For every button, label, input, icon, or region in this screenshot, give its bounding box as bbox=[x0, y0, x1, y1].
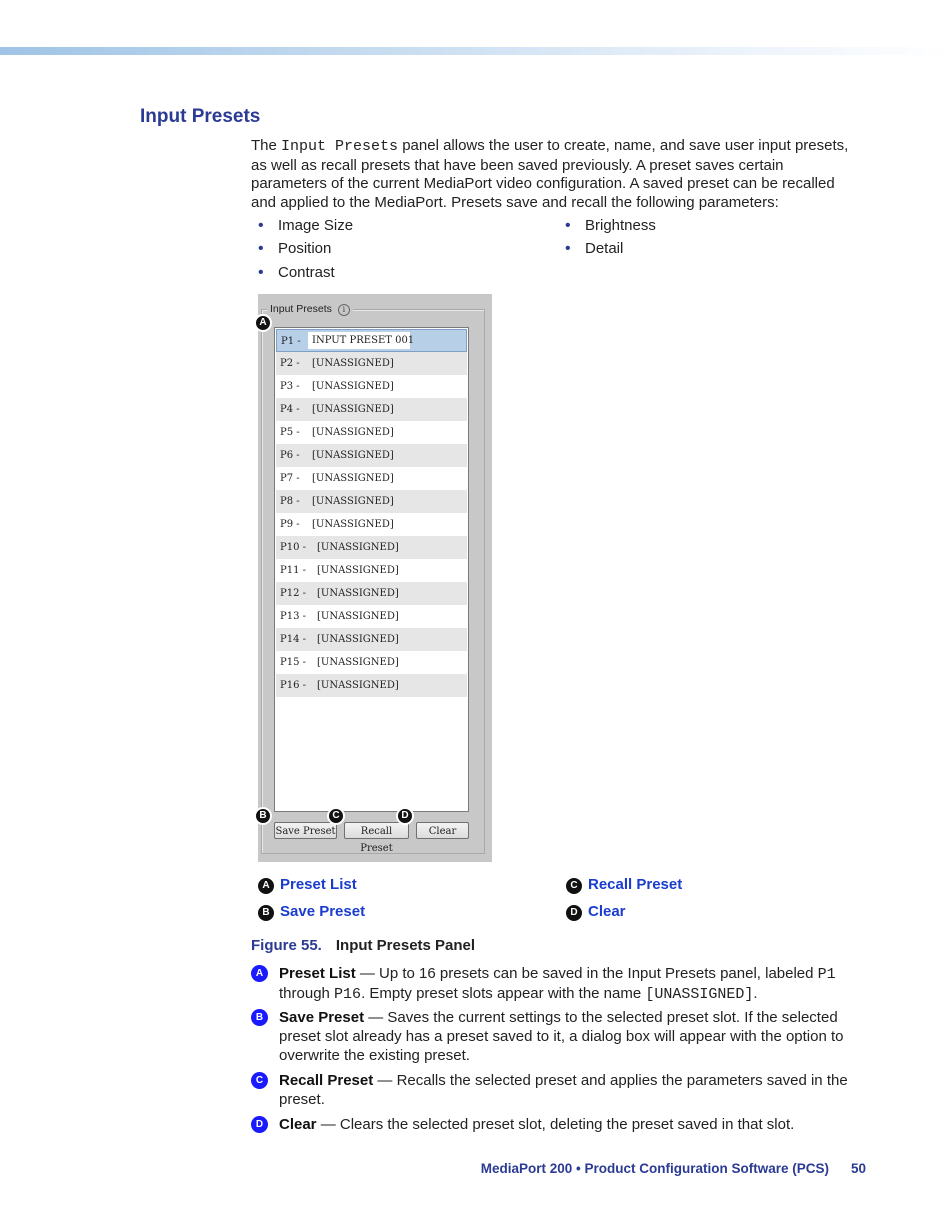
parameter-list-left bbox=[258, 216, 353, 286]
preset-name: [UNASSIGNED] bbox=[312, 519, 394, 530]
preset-row[interactable] bbox=[276, 490, 467, 513]
preset-row[interactable] bbox=[276, 467, 467, 490]
intro-paragraph bbox=[251, 137, 863, 212]
legend-a bbox=[258, 876, 357, 894]
description-a bbox=[251, 964, 863, 1004]
preset-row[interactable] bbox=[276, 651, 467, 674]
description-term: Save Preset bbox=[279, 1009, 365, 1026]
legend-b-badge: B bbox=[258, 905, 274, 921]
preset-label: P1 - bbox=[281, 336, 301, 347]
preset-label: P12 - bbox=[280, 588, 307, 599]
description-term: Preset List bbox=[279, 965, 356, 982]
description-text: . bbox=[753, 985, 758, 1002]
preset-row[interactable] bbox=[276, 674, 467, 697]
legend-d bbox=[566, 903, 626, 921]
preset-name: [UNASSIGNED] bbox=[317, 542, 399, 553]
legend-c bbox=[566, 876, 682, 894]
input-presets-screenshot bbox=[258, 294, 492, 862]
preset-name: [UNASSIGNED] bbox=[312, 450, 394, 461]
save-preset-button[interactable]: Save Preset bbox=[274, 822, 337, 839]
preset-label: P13 - bbox=[280, 611, 307, 622]
description-code: P16 bbox=[334, 986, 362, 1003]
list-item: • Contrast bbox=[258, 263, 353, 286]
description-c-badge: C bbox=[251, 1072, 268, 1089]
preset-name: [UNASSIGNED] bbox=[317, 657, 399, 668]
preset-list[interactable] bbox=[274, 327, 469, 812]
preset-label: P14 - bbox=[280, 634, 307, 645]
preset-name: [UNASSIGNED] bbox=[312, 427, 394, 438]
description-d-text bbox=[279, 1115, 863, 1134]
preset-name: [UNASSIGNED] bbox=[312, 404, 394, 415]
preset-name: [UNASSIGNED] bbox=[317, 611, 399, 622]
legend-c-label[interactable]: Recall Preset bbox=[588, 876, 683, 893]
preset-row[interactable] bbox=[276, 605, 467, 628]
callout-b: B bbox=[254, 807, 272, 825]
description-text: — Up to 16 presets can be saved in the Input Presets panel, labeled bbox=[355, 965, 818, 982]
groupbox-title-text: Input Presets bbox=[270, 303, 332, 315]
description-b bbox=[251, 1008, 863, 1065]
preset-label: P10 - bbox=[280, 542, 307, 553]
list-item: • Detail bbox=[565, 239, 656, 262]
preset-row[interactable] bbox=[276, 398, 467, 421]
preset-label: P7 - bbox=[280, 473, 300, 484]
list-item: • Position bbox=[258, 239, 353, 262]
callout-d: D bbox=[396, 807, 414, 825]
description-b-text bbox=[279, 1008, 863, 1065]
figure-number: Figure 55. bbox=[251, 937, 322, 954]
preset-row[interactable] bbox=[276, 513, 467, 536]
preset-row-p1[interactable] bbox=[276, 329, 467, 352]
description-code: [UNASSIGNED] bbox=[645, 986, 754, 1003]
intro-text-1: The bbox=[251, 137, 282, 154]
preset-label: P15 - bbox=[280, 657, 307, 668]
legend-b-label[interactable]: Save Preset bbox=[280, 903, 366, 920]
callout-c: C bbox=[327, 807, 345, 825]
preset-row[interactable] bbox=[276, 444, 467, 467]
description-a-text bbox=[279, 964, 863, 1004]
preset-label: P8 - bbox=[280, 496, 300, 507]
preset-row[interactable] bbox=[276, 536, 467, 559]
preset-name: [UNASSIGNED] bbox=[317, 565, 399, 576]
preset-name: [UNASSIGNED] bbox=[312, 496, 394, 507]
section-heading: Input Presets bbox=[140, 106, 261, 127]
description-text: — Saves the current settings to the selected preset slot. If the selected preset slot already has a preset saved to it, a dialog box will appear with the option to overwrite the existing preset. bbox=[279, 1009, 844, 1064]
preset-row[interactable] bbox=[276, 352, 467, 375]
description-code: P1 bbox=[817, 966, 836, 983]
preset-name: [UNASSIGNED] bbox=[312, 381, 394, 392]
preset-label: P2 - bbox=[280, 358, 300, 369]
preset-name: [UNASSIGNED] bbox=[317, 680, 399, 691]
legend-a-badge: A bbox=[258, 878, 274, 894]
preset-name: [UNASSIGNED] bbox=[312, 473, 394, 484]
figure-caption bbox=[251, 937, 475, 954]
description-a-badge: A bbox=[251, 965, 268, 982]
description-text: through bbox=[279, 985, 335, 1002]
parameter-list-right bbox=[565, 216, 656, 263]
intro-code: Input Presets bbox=[281, 138, 399, 155]
legend-d-label[interactable]: Clear bbox=[588, 903, 626, 920]
header-gradient-bar bbox=[0, 47, 950, 55]
legend-a-label[interactable]: Preset List bbox=[280, 876, 357, 893]
description-b-badge: B bbox=[251, 1009, 268, 1026]
footer-document-title: MediaPort 200 • Product Configuration Software (PCS) bbox=[480, 1161, 829, 1176]
description-term: Recall Preset bbox=[279, 1072, 374, 1089]
figure-title: Input Presets Panel bbox=[335, 937, 476, 954]
clear-button[interactable]: Clear bbox=[416, 822, 469, 839]
preset-row[interactable] bbox=[276, 375, 467, 398]
preset-row[interactable] bbox=[276, 582, 467, 605]
description-text: — Clears the selected preset slot, deleting the preset saved in that slot. bbox=[316, 1116, 795, 1133]
description-text: — Recalls the selected preset and applies the parameters saved in the preset. bbox=[279, 1072, 848, 1108]
callout-a: A bbox=[254, 314, 272, 332]
description-term: Clear bbox=[279, 1116, 317, 1133]
preset-row[interactable] bbox=[276, 628, 467, 651]
preset-row[interactable] bbox=[276, 559, 467, 582]
legend-b bbox=[258, 903, 365, 921]
preset-label: P6 - bbox=[280, 450, 300, 461]
page-number: 50 bbox=[850, 1161, 866, 1176]
preset-label: P3 - bbox=[280, 381, 300, 392]
description-d-badge: D bbox=[251, 1116, 268, 1133]
info-icon[interactable]: i bbox=[338, 304, 350, 316]
preset-label: P4 - bbox=[280, 404, 300, 415]
page-footer bbox=[481, 1161, 866, 1176]
list-item: • Brightness bbox=[565, 216, 656, 239]
preset-label: P16 - bbox=[280, 680, 307, 691]
description-d bbox=[251, 1115, 863, 1134]
description-c bbox=[251, 1071, 863, 1109]
intro-text-2: panel allows the user to create, name, and save user input presets, as well as recall presets that have been saved previously. A preset saves certain parameters of the current MediaPort video configuration. A saved preset can be recalled and applied to the MediaPort. Presets save and recall the following parameters: bbox=[251, 137, 849, 211]
preset-name: [UNASSIGNED] bbox=[317, 634, 399, 645]
preset-label: P5 - bbox=[280, 427, 300, 438]
preset-name: [UNASSIGNED] bbox=[317, 588, 399, 599]
preset-name: [UNASSIGNED] bbox=[312, 358, 394, 369]
recall-preset-button[interactable]: Recall Preset bbox=[344, 822, 409, 839]
preset-label: P9 - bbox=[280, 519, 300, 530]
legend-c-badge: C bbox=[566, 878, 582, 894]
description-text: . Empty preset slots appear with the name bbox=[361, 985, 646, 1002]
preset-name-input[interactable]: INPUT PRESET 001 bbox=[308, 332, 410, 349]
preset-row[interactable] bbox=[276, 421, 467, 444]
description-c-text bbox=[279, 1071, 863, 1109]
groupbox-title bbox=[267, 303, 353, 316]
preset-label: P11 - bbox=[280, 565, 307, 576]
legend-d-badge: D bbox=[566, 905, 582, 921]
list-item: • Image Size bbox=[258, 216, 353, 239]
